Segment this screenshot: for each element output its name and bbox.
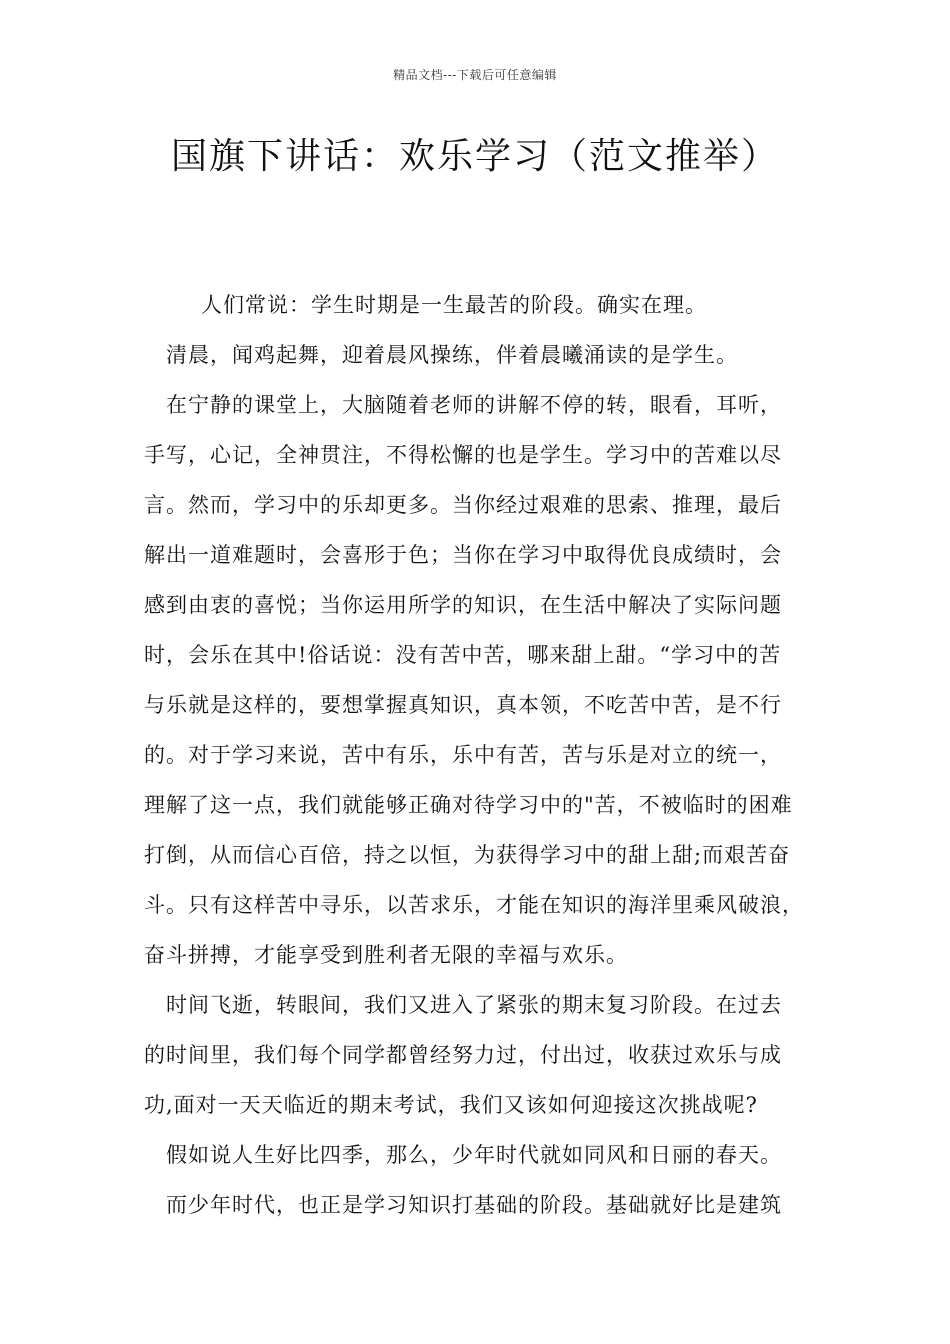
paragraph-line: 假如说人生好比四季，那么，少年时代就如同风和日丽的春天。	[166, 1143, 782, 1167]
paragraph-line: 与乐就是这样的，要想掌握真知识，真本领，不吃苦中苦，是不行	[144, 693, 782, 717]
paragraph-line: 感到由衷的喜悦；当你运用所学的知识，在生活中解决了实际问题	[144, 593, 782, 617]
paragraph-line: 解出一道难题时，会喜形于色；当你在学习中取得优良成绩时，会	[144, 543, 782, 567]
paragraph-line: 在宁静的课堂上，大脑随着老师的讲解不停的转，眼看，耳听，	[166, 393, 782, 417]
paragraph-line: 斗。只有这样苦中寻乐，以苦求乐，才能在知识的海洋里乘风破浪，	[144, 893, 804, 917]
paragraph-line: 功,面对一天天临近的期末考试，我们又该如何迎接这次挑战呢?	[144, 1093, 758, 1117]
paragraph-line: 而少年时代，也正是学习知识打基础的阶段。基础就好比是建筑	[166, 1193, 782, 1217]
header-note: 精品文档---下载后可任意编辑	[393, 68, 557, 82]
paragraph-line: 清晨，闻鸡起舞，迎着晨风操练，伴着晨曦涌读的是学生。	[166, 343, 738, 367]
paragraph-line: 理解了这一点，我们就能够正确对待学习中的"苦，不被临时的困难	[144, 793, 793, 817]
paragraph-line: 的时间里，我们每个同学都曾经努力过，付出过，收获过欢乐与成	[144, 1043, 782, 1067]
document-title: 国旗下讲话：欢乐学习（范文推举）	[170, 136, 779, 177]
paragraph-line: 打倒，从而信心百倍，持之以恒，为获得学习中的甜上甜;而艰苦奋	[144, 843, 791, 867]
paragraph-line: 手写，心记，全神贯注，不得松懈的也是学生。学习中的苦难以尽	[144, 443, 782, 467]
paragraph-line: 人们常说：学生时期是一生最苦的阶段。确实在理。	[201, 293, 707, 317]
paragraph-line: 时间飞逝，转眼间，我们又进入了紧张的期末复习阶段。在过去	[166, 993, 782, 1017]
body-text	[144, 280, 824, 1230]
paragraph-line: 言。然而，学习中的乐却更多。当你经过艰难的思索、推理，最后	[144, 493, 782, 517]
paragraph-line: 的。对于学习来说，苦中有乐，乐中有苦，苦与乐是对立的统一，	[144, 743, 782, 767]
paragraph-line: 奋斗拼搏，才能享受到胜利者无限的幸福与欢乐。	[144, 943, 628, 967]
paragraph-line: 时，会乐在其中!俗话说：没有苦中苦，哪来甜上甜。“学习中的苦	[144, 643, 782, 667]
